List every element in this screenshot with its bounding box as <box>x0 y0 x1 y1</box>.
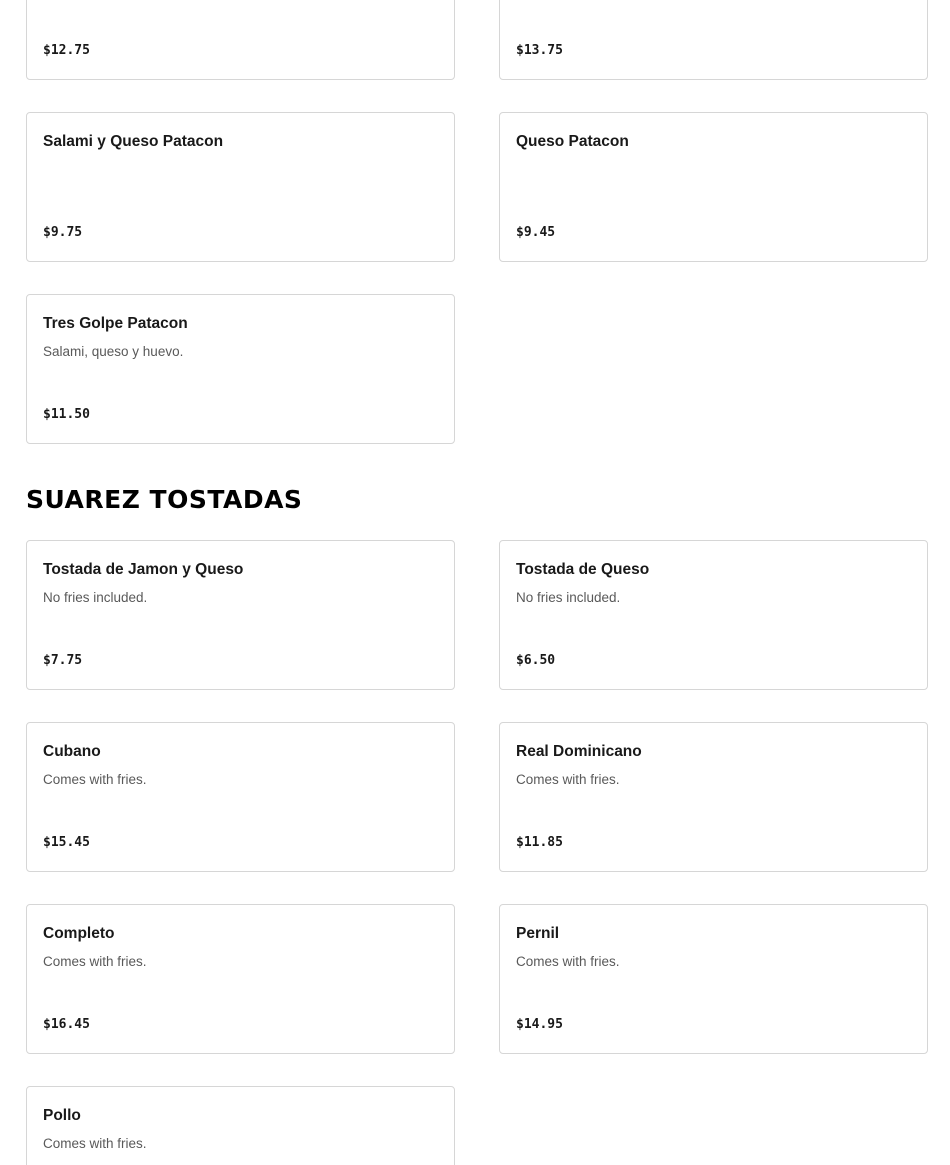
menu-item-price: $15.45 <box>43 835 90 850</box>
menu-item-price: $9.45 <box>516 225 556 240</box>
menu-item-name: Tostada de Jamon y Queso <box>43 561 244 578</box>
menu-item-price: $12.75 <box>43 43 90 58</box>
menu-item-price: $7.75 <box>43 653 83 668</box>
menu-item-name: Queso Patacon <box>516 133 629 150</box>
menu-item-price: $16.45 <box>43 1017 90 1032</box>
menu-item-name: Pollo <box>43 1107 81 1124</box>
menu-item-card[interactable] <box>26 0 455 80</box>
menu-item-description: Salami, queso y huevo. <box>43 344 184 359</box>
menu-item-card[interactable] <box>26 540 455 690</box>
menu-item-name: Salami y Queso Patacon <box>43 133 224 150</box>
menu-item-card[interactable] <box>26 904 455 1054</box>
menu-item-description: No fries included. <box>43 590 148 605</box>
menu-item-price: $11.50 <box>43 407 90 422</box>
menu-item-name: Real Dominicano <box>516 743 642 760</box>
menu-item-price: $6.50 <box>516 653 556 668</box>
menu-item-name: Tres Golpe Patacon <box>43 315 188 332</box>
menu-item-card[interactable] <box>499 904 928 1054</box>
menu-item-card[interactable] <box>26 722 455 872</box>
menu-item-card[interactable] <box>499 0 928 80</box>
menu-item-description: Comes with fries. <box>516 954 620 969</box>
menu-item-card[interactable] <box>499 112 928 262</box>
menu-item-description: No fries included. <box>516 590 621 605</box>
menu-item-description: Comes with fries. <box>516 772 620 787</box>
menu-item-name: Cubano <box>43 743 101 760</box>
section-title: SUAREZ TOSTADAS <box>26 485 303 514</box>
menu-item-price: $14.95 <box>516 1017 563 1032</box>
menu-item-card[interactable] <box>26 1086 455 1165</box>
menu-item-name: Completo <box>43 925 115 942</box>
menu-item-description: Comes with fries. <box>43 1136 147 1151</box>
menu-item-name: Tostada de Queso <box>516 561 650 578</box>
menu-item-price: $13.75 <box>516 43 563 58</box>
menu-item-card[interactable] <box>26 112 455 262</box>
menu-item-card[interactable] <box>499 722 928 872</box>
menu-item-description: Comes with fries. <box>43 772 147 787</box>
menu-item-price: $9.75 <box>43 225 83 240</box>
menu-item-description: Comes with fries. <box>43 954 147 969</box>
menu-item-name: Pernil <box>516 925 560 942</box>
menu-item-card[interactable] <box>26 294 455 444</box>
menu-item-price: $11.85 <box>516 835 563 850</box>
menu-item-card[interactable] <box>499 540 928 690</box>
